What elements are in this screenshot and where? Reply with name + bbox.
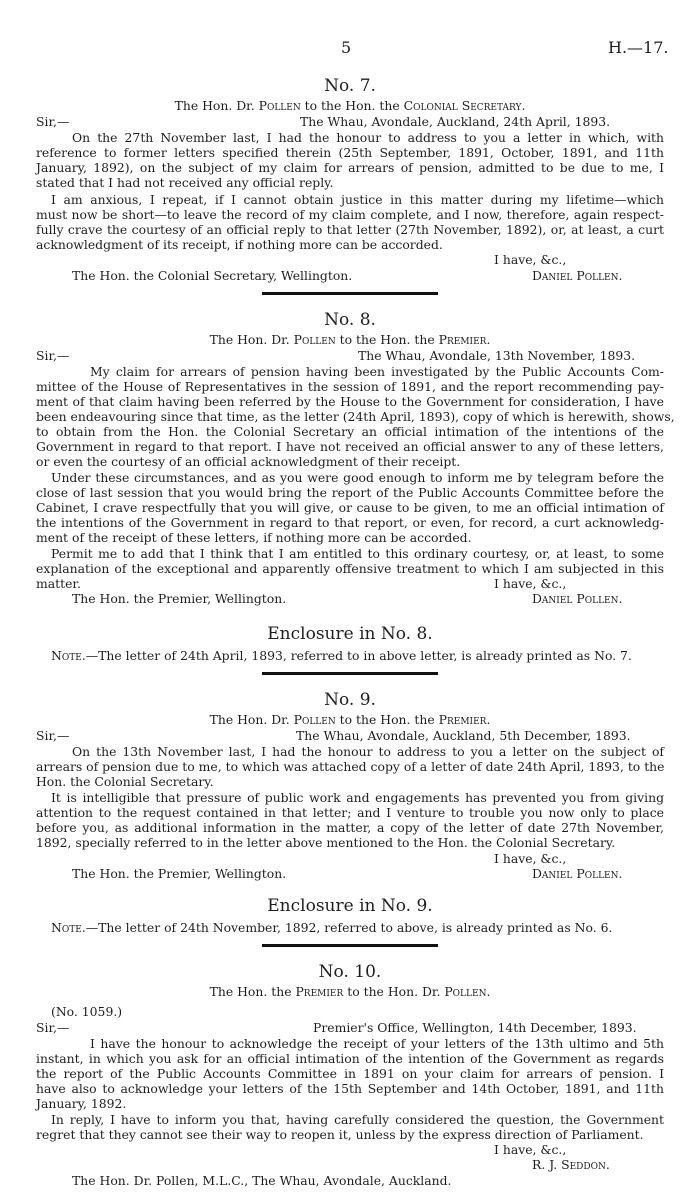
- letter-10-signature: R. J. Seddon.: [532, 1157, 610, 1172]
- letter-8-body-line: matter.: [36, 576, 81, 591]
- letter-8-body-line: close of last session that you would bring the report of the Public Accounts Committee before the: [36, 485, 664, 500]
- letter-9-salutation: Sir,—: [36, 728, 70, 743]
- letter-9-address: The Whau, Avondale, Auckland, 5th December, 1893.: [296, 728, 631, 743]
- enclosure-8-note: Note.—The letter of 24th April, 1893, referred to in above letter, is already printed as No. 7.: [51, 648, 632, 663]
- letter-9-heading: No. 9.: [324, 690, 376, 710]
- letter-10-heading: No. 10.: [318, 962, 382, 982]
- letter-10-address: Premier's Office, Wellington, 14th December, 1893.: [313, 1020, 637, 1035]
- letter-10-body-line: the report of the Public Accounts Committee in 1891 on your claim for arrears of pension. I: [36, 1066, 664, 1081]
- letter-10-body-line: In reply, I have to inform you that, having carefully considered the question, the Government: [51, 1112, 664, 1127]
- letter-10-body-line: instant, in which you ask for an official intimation of the intention of the Government as regards: [36, 1051, 664, 1066]
- letter-10-from-to: The Hon. the Premier to the Hon. Dr. Pollen.: [209, 984, 491, 999]
- letter-7-signature: Daniel Pollen.: [532, 268, 623, 283]
- letter-9-body-line: arrears of pension due to me, to which was attached copy of a letter of date 24th April, 1893, to the: [36, 759, 665, 774]
- letter-9-signature: Daniel Pollen.: [532, 866, 623, 881]
- letter-9-from-to: The Hon. Dr. Pollen to the Hon. the Premier.: [209, 712, 491, 727]
- letter-9-body-line: attention to the request contained in that letter; and I venture to trouble you now only to place: [36, 805, 664, 820]
- section-divider: [262, 944, 438, 947]
- letter-9-recipient: The Hon. the Premier, Wellington.: [72, 866, 287, 881]
- letter-8-body-line: been endeavouring since that time, as the letter (24th April, 1893), copy of which is herewith, shows,: [36, 409, 675, 424]
- enclosure-9-note: Note.—The letter of 24th November, 1892, referred to above, is already printed as No. 6.: [51, 920, 613, 935]
- letter-8-body-line: Government in regard to that report. I have not received an official answer to any of these letters,: [36, 439, 664, 454]
- letter-7-recipient: The Hon. the Colonial Secretary, Wellington.: [72, 268, 353, 283]
- letter-10-recipient: The Hon. Dr. Pollen, M.L.C., The Whau, Avondale, Auckland.: [72, 1173, 452, 1188]
- letter-7-heading: No. 7.: [324, 76, 376, 96]
- letter-7-from-to: The Hon. Dr. Pollen to the Hon. the Colonial Secretary.: [174, 98, 526, 113]
- section-divider: [262, 292, 438, 295]
- page-number: 5: [341, 38, 352, 57]
- letter-10-body-line: have also to acknowledge your letters of the 15th September and 14th October, 1891, and 11th: [36, 1081, 664, 1096]
- enclosure-9-heading: Enclosure in No. 9.: [267, 896, 433, 916]
- letter-9-body-line: before you, as additional information in the matter, a copy of the letter of date 27th November,: [36, 820, 664, 835]
- letter-8-body-line: or even the courtesy of an official acknowledgment of their receipt.: [36, 454, 461, 469]
- letter-7-salutation: Sir,—: [36, 114, 70, 129]
- letter-7-closing: I have, &c.,: [494, 252, 567, 267]
- letter-8-closing: I have, &c.,: [494, 576, 567, 591]
- letter-9-body-line: It is intelligible that pressure of public work and engagements has prevented you from giving: [51, 790, 664, 805]
- enclosure-8-heading: Enclosure in No. 8.: [267, 624, 433, 644]
- letter-8-signature: Daniel Pollen.: [532, 591, 623, 606]
- letter-9-body-line: Hon. the Colonial Secretary.: [36, 774, 214, 789]
- letter-8-body-line: the intentions of the Government in regard to that report, or even, for record, a curt acknowledg-: [36, 515, 664, 530]
- letter-10-closing: I have, &c.,: [494, 1142, 567, 1157]
- letter-8-from-to: The Hon. Dr. Pollen to the Hon. the Premier.: [209, 332, 491, 347]
- letter-9-body-line: On the 13th November last, I had the honour to address to you a letter on the subject of: [72, 744, 664, 759]
- letter-10-body-line: January, 1892.: [36, 1096, 127, 1111]
- letter-10-body-line: I have the honour to acknowledge the receipt of your letters of the 13th ultimo and 5th: [90, 1036, 664, 1051]
- letter-8-body-line: ment of that claim having been referred by the House to the Government for consideration, I have: [36, 394, 664, 409]
- letter-8-address: The Whau, Avondale, 13th November, 1893.: [358, 348, 636, 363]
- letter-7-body-line: stated that I had not received any official reply.: [36, 175, 334, 190]
- letter-7-body-line: fully crave the courtesy of an official reply to that letter (27th November, 1892), or, at least, a curt: [36, 222, 664, 237]
- letter-7-body-line: On the 27th November last, I had the honour to address to you a letter in which, with: [72, 130, 664, 145]
- letter-8-body-line: Cabinet, I crave respectfully that you will give, or cause to be given, to me an official intimation of: [36, 500, 664, 515]
- letter-10-body-line: regret that they cannot see their way to reopen it, unless by the express direction of Parliament.: [36, 1127, 644, 1142]
- letter-8-salutation: Sir,—: [36, 348, 70, 363]
- letter-8-body-line: explanation of the exceptional and apparently offensive treatment to which I am subjected in this: [36, 561, 664, 576]
- letter-8-body-line: ment of the receipt of these letters, if nothing more can be accorded.: [36, 530, 472, 545]
- document-reference: H.—17.: [608, 38, 669, 57]
- letter-8-body-line: Under these circumstances, and as you were good enough to inform me by telegram before the: [51, 470, 664, 485]
- letter-10-salutation: Sir,—: [36, 1020, 70, 1035]
- letter-8-heading: No. 8.: [324, 310, 376, 330]
- letter-7-body-line: must now be short—to leave the record of my claim complete, and I now, therefore, again respect-: [36, 207, 664, 222]
- letter-10-reference: (No. 1059.): [51, 1004, 123, 1019]
- letter-8-body-line: Permit me to add that I think that I am entitled to this ordinary courtesy, or, at least, to some: [51, 546, 664, 561]
- letter-7-body-line: reference to former letters specified therein (25th September, 1891, October, 1891, and 11th: [36, 145, 664, 160]
- letter-9-closing: I have, &c.,: [494, 851, 567, 866]
- letter-7-body-line: I am anxious, I repeat, if I cannot obtain justice in this matter during my lifetime—which: [51, 192, 664, 207]
- letter-7-address: The Whau, Avondale, Auckland, 24th April, 1893.: [300, 114, 611, 129]
- letter-8-recipient: The Hon. the Premier, Wellington.: [72, 591, 287, 606]
- letter-7-body-line: acknowledgment of its receipt, if nothing more can be accorded.: [36, 237, 443, 252]
- letter-8-body-line: My claim for arrears of pension having been investigated by the Public Accounts Com-: [90, 364, 664, 379]
- letter-8-body-line: to obtain from the Hon. the Colonial Secretary an official intimation of the intentions of the: [36, 424, 664, 439]
- letter-9-body-line: 1892, specially referred to in the letter above mentioned to the Hon. the Colonial Secretary.: [36, 835, 616, 850]
- letter-7-body-line: January, 1892), on the subject of my claim for arrears of pension, admitted to be due to me, I: [36, 160, 664, 175]
- section-divider: [262, 672, 438, 675]
- letter-8-body-line: mittee of the House of Representatives in the session of 1891, and the report recommending pay-: [36, 379, 664, 394]
